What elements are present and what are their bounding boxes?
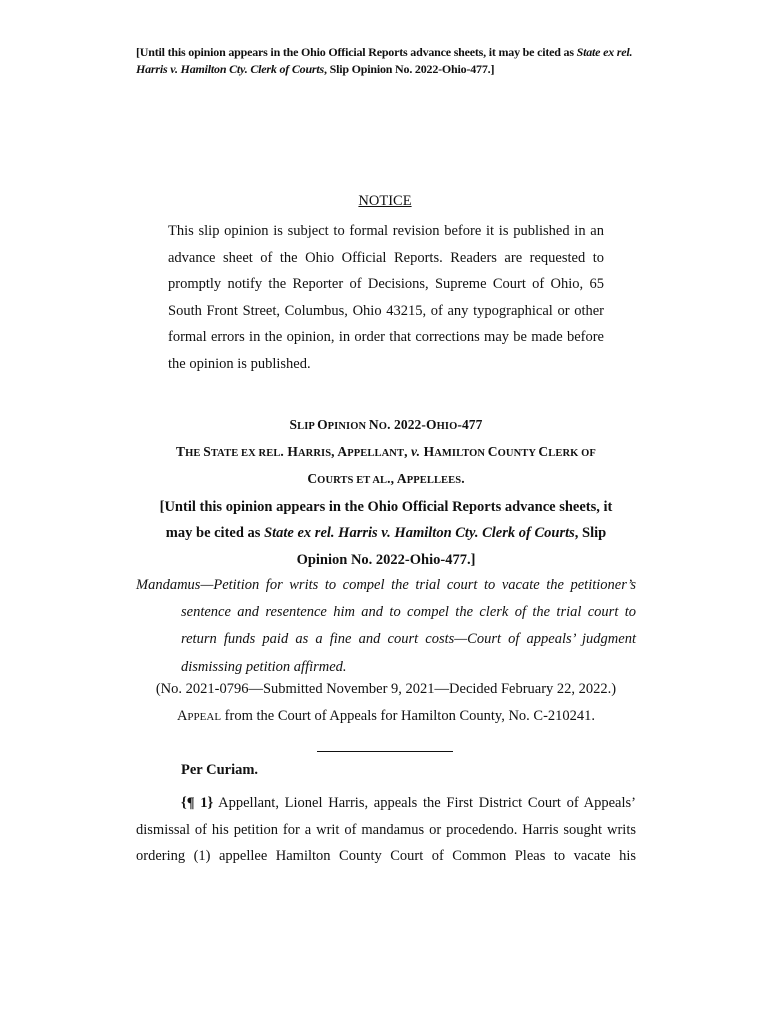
docket-line: (No. 2021-0796—Submitted November 9, 2021—Decided February 22, 2022.) [155, 681, 617, 697]
syllabus-line: Mandamus—Petition for writs to compel the trial court to vacate the petitioner’s [136, 577, 636, 593]
opinion-paragraph-1 [136, 790, 636, 870]
notice-line: South Front Street, Columbus, Ohio 43215, of any typographical or other [168, 302, 604, 319]
header-citation [136, 44, 636, 78]
paragraph-line: ordering (1) appellee Hamilton County Court of Common Pleas to vacate his [136, 848, 636, 865]
syllabus [136, 572, 636, 681]
bracket-citation-line-2: may be cited as State ex rel. Harris v. Hamilton Cty. Clerk of Courts, Slip [165, 525, 607, 541]
header-citation-case: State ex rel. Harris v. Hamilton Cty. Clerk of Courts [136, 45, 633, 76]
paragraph-marker: {¶ 1} [181, 795, 214, 811]
notice-line: advance sheet of the Ohio Official Reports. Readers are requested to [168, 249, 604, 266]
paragraph-line: {¶ 1} Appellant, Lionel Harris, appeals the First District Court of Appeals’ [181, 795, 636, 811]
bracket-citation-line-3: Opinion No. 2022-Ohio-477.] [296, 552, 476, 568]
syllabus-line: return funds paid as a fine and court costs—Court of appeals’ judgment [181, 631, 636, 648]
syllabus-line: sentence and resentence him and to compel the clerk of the trial court to [181, 604, 636, 621]
header-citation-prefix: [Until this opinion appears in the Ohio Official Reports advance sheets, it may be cited as [136, 45, 577, 59]
notice-line: the opinion is published. [168, 355, 311, 372]
section-divider [317, 751, 453, 752]
notice-line: formal errors in the opinion, in order that corrections may be made before [168, 329, 604, 346]
case-caption-line-1: THE STATE EX REL. HARRIS, APPELLANT, v. HAMILTON COUNTY CLERK OF [176, 444, 596, 459]
case-caption-line-2: COURTS ET AL., APPELLEES. [307, 471, 465, 486]
appeal-line: APPEAL from the Court of Appeals for Hamilton County, No. C-210241. [176, 708, 596, 724]
slip-opinion-number: SLIP OPINION NO. 2022-OHIO-477 [289, 417, 483, 432]
header-citation-suffix: , Slip Opinion No. 2022-Ohio-477.] [324, 62, 495, 76]
notice-title: NOTICE [358, 193, 412, 209]
paragraph-line: dismissal of his petition for a writ of mandamus or procedendo. Harris sought writs [136, 821, 636, 838]
bracket-citation-line-1: [Until this opinion appears in the Ohio Official Reports advance sheets, it [159, 499, 613, 515]
notice-line: promptly notify the Reporter of Decisions, Supreme Court of Ohio, 65 [168, 276, 604, 293]
syllabus-line: dismissing petition affirmed. [181, 658, 347, 675]
notice-line: This slip opinion is subject to formal revision before it is published in an [168, 223, 604, 239]
per-curiam-heading: Per Curiam. [181, 762, 259, 778]
notice-body [168, 218, 604, 378]
